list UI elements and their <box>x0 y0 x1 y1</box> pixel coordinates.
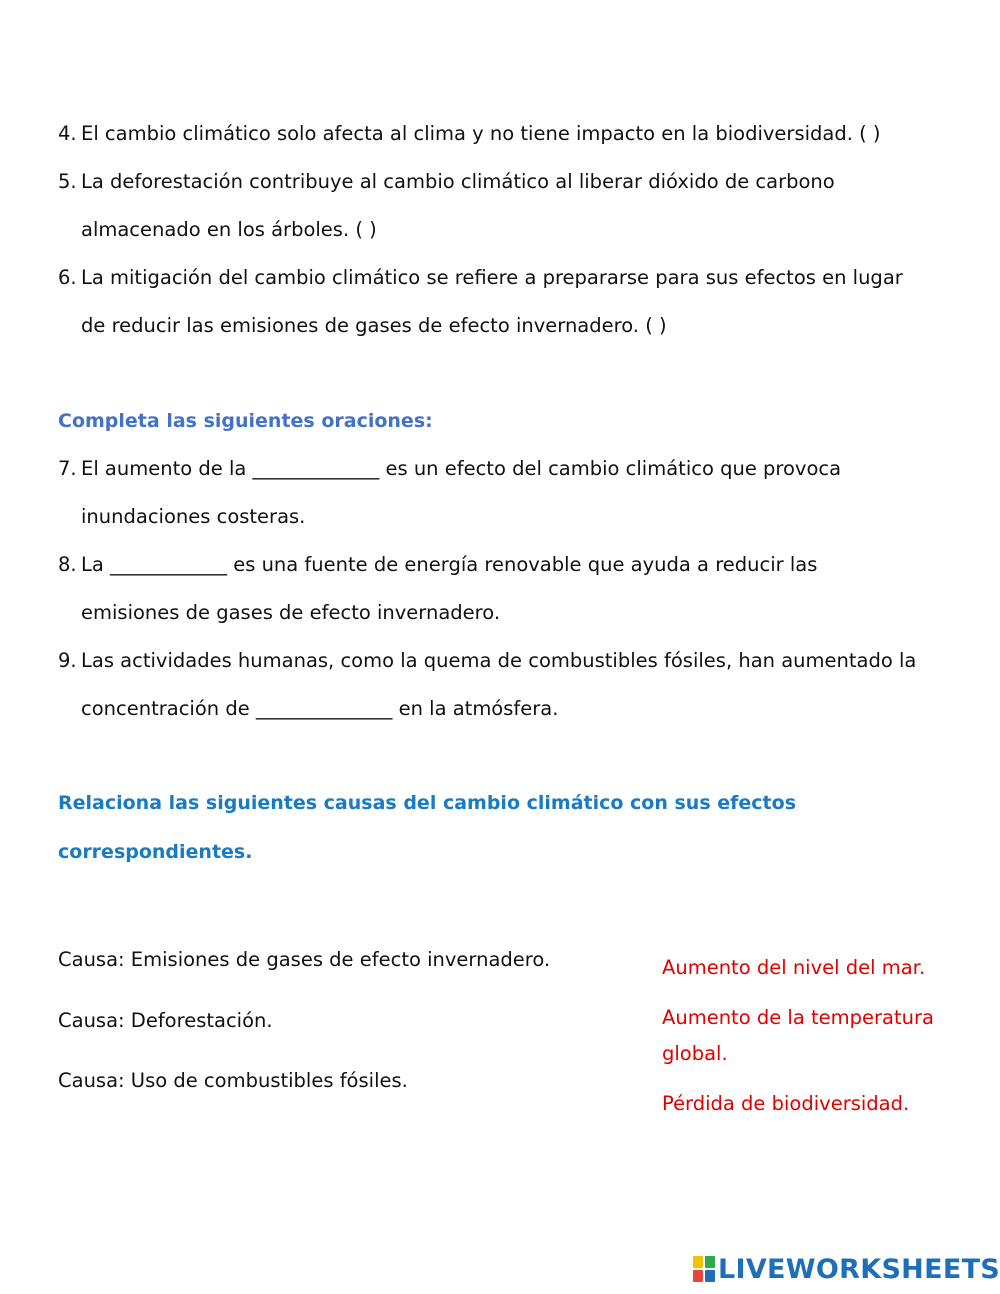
question-number: 5. <box>58 170 77 193</box>
question-text-line-2: concentración de ______________ en la atmósfera. <box>81 697 559 720</box>
question-6 <box>58 254 988 350</box>
mark-tile <box>705 1270 715 1282</box>
question-number: 6. <box>58 266 77 289</box>
mark-tile <box>705 1256 715 1268</box>
question-text-line-2: emisiones de gases de efecto invernadero. <box>81 601 501 624</box>
effect-item-3[interactable]: Pérdida de biodiversidad. <box>662 1092 910 1115</box>
question-text-line-2: almacenado en los árboles. ( ) <box>81 218 377 241</box>
liveworksheets-wordmark: LIVEWORKSHEETS <box>718 1253 1000 1285</box>
question-number: 7. <box>58 457 77 480</box>
relate-section-heading-line-2: correspondientes. <box>58 841 253 863</box>
effect-item-2-line-2: global. <box>662 1042 728 1065</box>
question-text-line-2: de reducir las emisiones de gases de efecto invernadero. ( ) <box>81 314 667 337</box>
question-8 <box>58 541 988 637</box>
cause-item-3: Causa: Uso de combustibles fósiles. <box>58 1069 408 1092</box>
question-number: 4. <box>58 122 77 145</box>
question-number: 8. <box>58 553 77 576</box>
question-4 <box>58 110 988 158</box>
cause-item-2: Causa: Deforestación. <box>58 1009 273 1032</box>
question-text-line-1: Las actividades humanas, como la quema de combustibles fósiles, han aumentado la <box>81 649 917 672</box>
question-text-line-1: La ____________ es una fuente de energía renovable que ayuda a reducir las <box>81 553 818 576</box>
mark-tile <box>693 1270 703 1282</box>
question-text: El cambio climático solo afecta al clima y no tiene impacto en la biodiversidad. ( ) <box>81 122 881 145</box>
liveworksheets-logo <box>693 1252 1000 1286</box>
question-text-line-1: El aumento de la _____________ es un efecto del cambio climático que provoca <box>81 457 842 480</box>
question-5 <box>58 158 988 254</box>
question-number: 9. <box>58 649 77 672</box>
mark-tile <box>693 1256 703 1268</box>
effect-item-2[interactable] <box>662 1000 934 1072</box>
question-9 <box>58 637 988 733</box>
relate-section-heading-line-1: Relaciona las siguientes causas del cambio climático con sus efectos <box>58 792 797 814</box>
effect-item-2-line-1: Aumento de la temperatura <box>662 1006 934 1029</box>
question-text-line-1: La deforestación contribuye al cambio climático al liberar dióxido de carbono <box>81 170 835 193</box>
question-text-line-2: inundaciones costeras. <box>81 505 306 528</box>
complete-section-heading: Completa las siguientes oraciones: <box>58 410 433 432</box>
effect-item-1[interactable]: Aumento del nivel del mar. <box>662 956 926 979</box>
question-7 <box>58 445 988 541</box>
liveworksheets-mark-icon <box>693 1256 715 1282</box>
question-text-line-1: La mitigación del cambio climático se refiere a prepararse para sus efectos en lugar <box>81 266 903 289</box>
cause-item-1: Causa: Emisiones de gases de efecto invernadero. <box>58 948 551 971</box>
